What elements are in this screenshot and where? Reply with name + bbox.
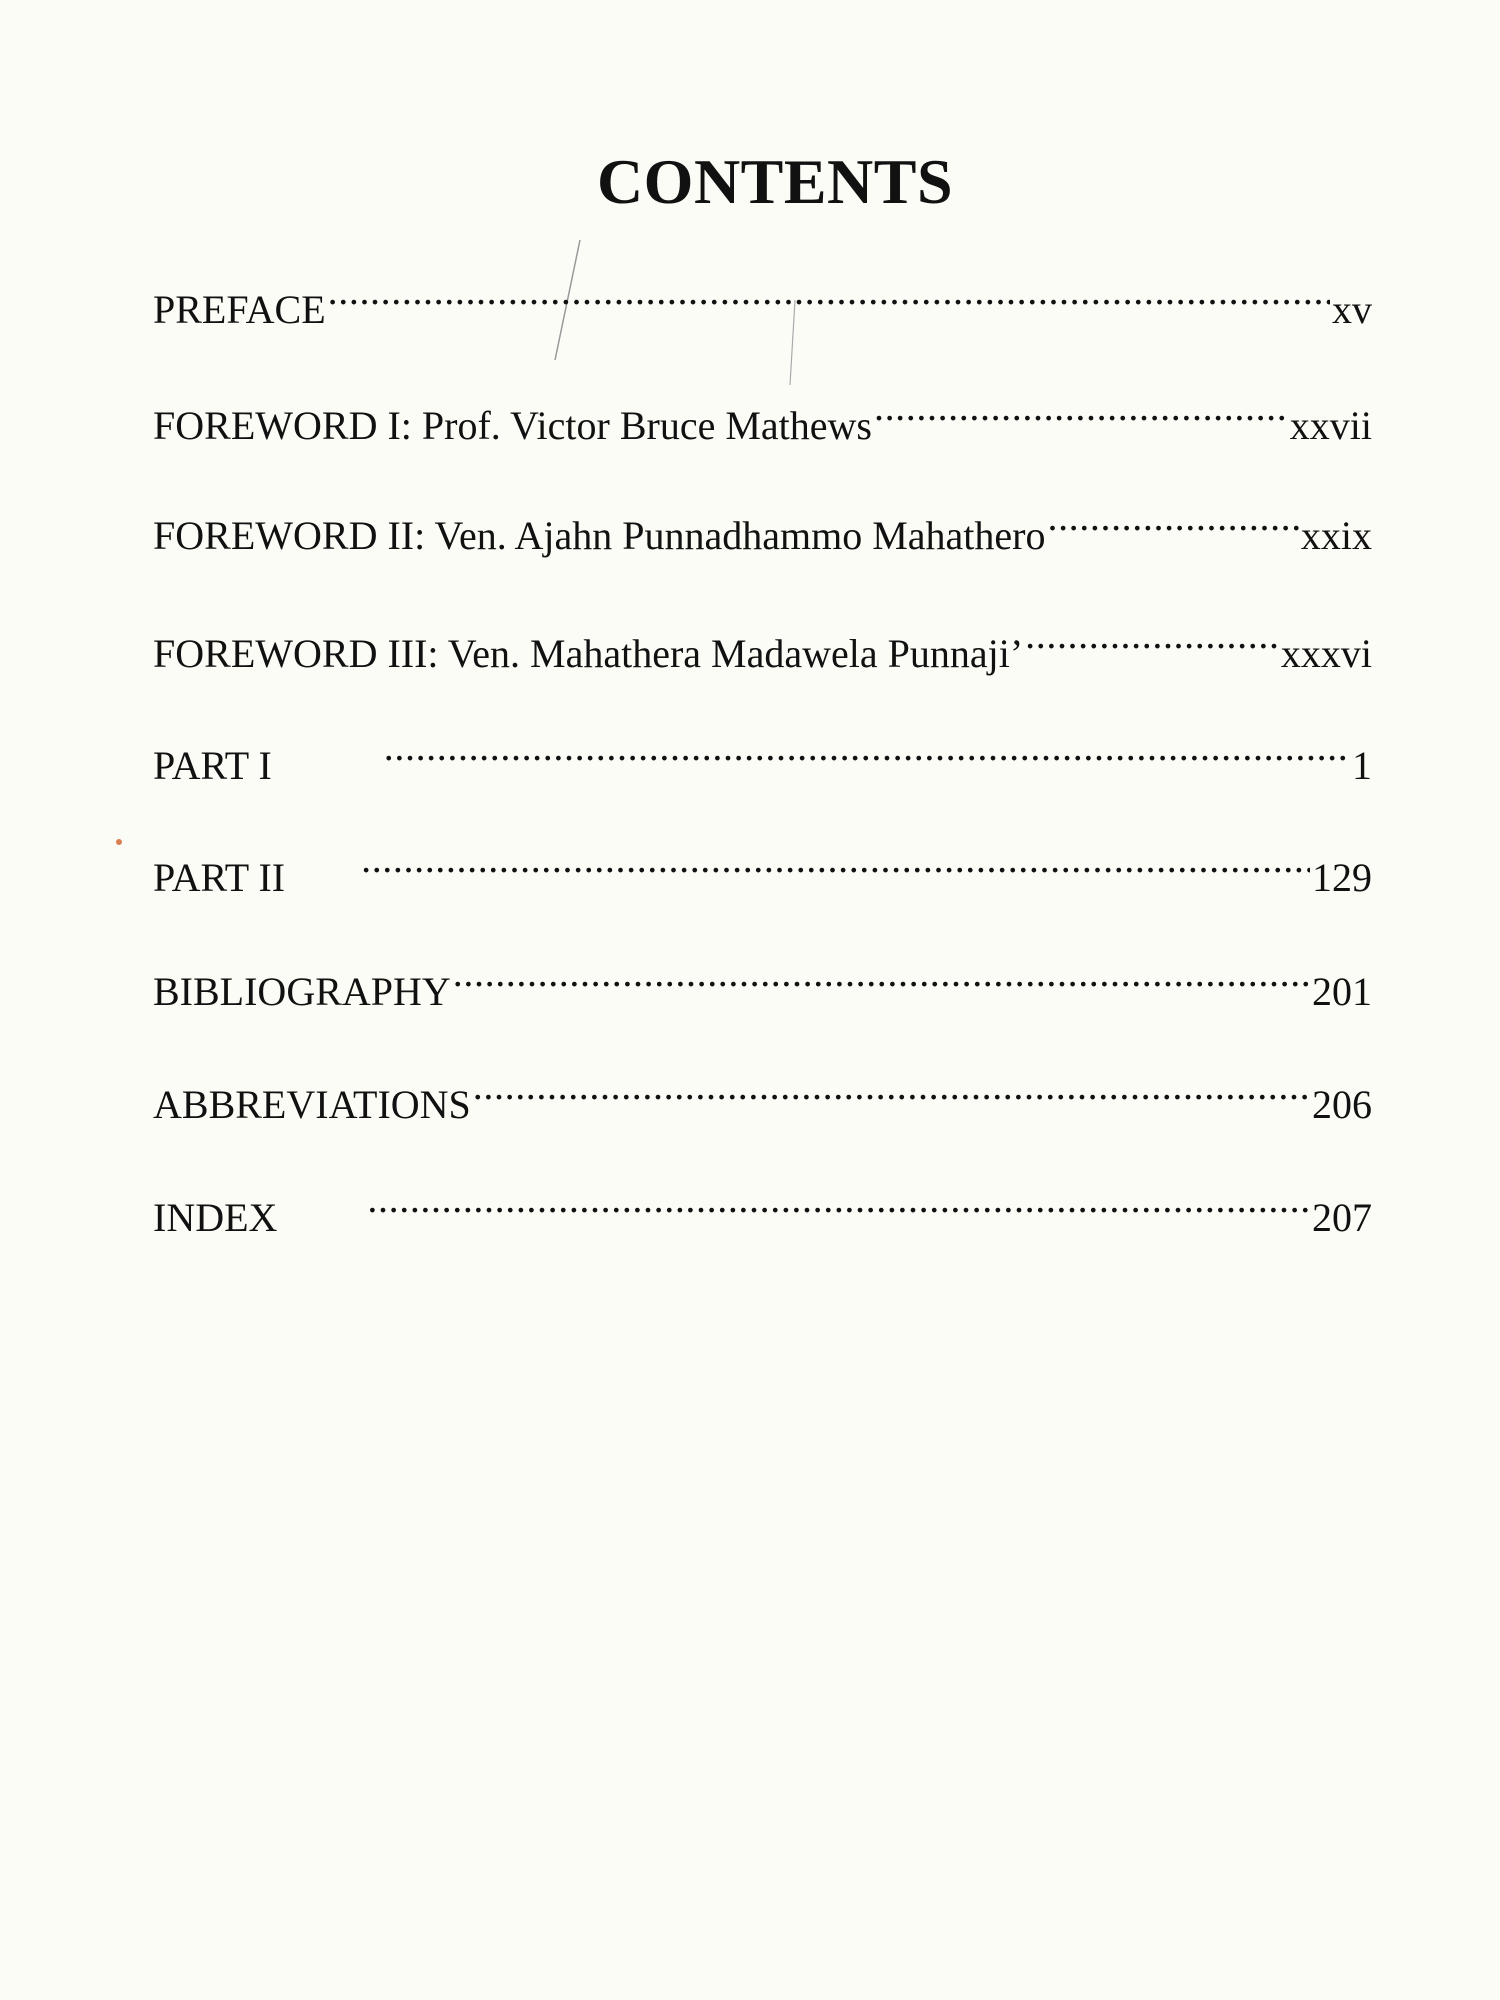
toc-entry-part-i[interactable] — [153, 723, 1372, 788]
toc-entry-label: PREFACE — [153, 287, 326, 332]
dot-leader — [326, 267, 1330, 323]
toc-entry-label: FOREWORD II: Ven. Ajahn Punnadhammo Mahathero — [153, 513, 1046, 558]
toc-entry-label: FOREWORD I: Prof. Victor Bruce Mathews — [153, 403, 872, 448]
toc-entry-bibliography[interactable] — [153, 949, 1372, 1014]
toc-entry-foreword-ii[interactable] — [153, 493, 1372, 558]
toc-entry-index[interactable] — [153, 1175, 1372, 1240]
dot-leader — [365, 1175, 1310, 1231]
dot-leader — [359, 835, 1310, 891]
toc-entry-label: BIBLIOGRAPHY — [153, 969, 451, 1014]
ink-speck — [116, 839, 122, 845]
toc-entry-page: 1 — [1352, 743, 1372, 788]
toc-entry-page: xv — [1332, 287, 1372, 332]
toc-entry-part-ii[interactable] — [153, 835, 1372, 900]
toc-entry-page: 129 — [1312, 855, 1372, 900]
toc-entry-label: PART II — [153, 855, 286, 900]
toc-entry-page: 201 — [1312, 969, 1372, 1014]
page-title: CONTENTS — [596, 146, 954, 217]
toc-entry-foreword-iii[interactable] — [153, 611, 1372, 676]
toc-entry-label: INDEX — [153, 1195, 278, 1240]
toc-entry-preface[interactable] — [153, 267, 1372, 332]
toc-entry-page: xxxvi — [1280, 631, 1372, 676]
toc-entry-foreword-i[interactable] — [153, 383, 1372, 448]
dot-leader — [872, 383, 1288, 439]
toc-entry-page: xxix — [1300, 513, 1372, 558]
dot-leader — [1045, 493, 1298, 549]
toc-entry-label: ABBREVIATIONS — [153, 1082, 471, 1127]
dot-leader — [1023, 611, 1279, 667]
toc-entry-label: FOREWORD III: Ven. Mahathera Madawela Punnaji’ — [153, 631, 1024, 676]
dot-leader — [451, 949, 1310, 1005]
toc-entry-label: PART I — [153, 743, 272, 788]
dot-leader — [382, 723, 1350, 779]
toc-entry-page: xxvii — [1289, 403, 1372, 448]
toc-entry-abbreviations[interactable] — [153, 1062, 1372, 1127]
toc-entry-page: 206 — [1312, 1082, 1372, 1127]
dot-leader — [471, 1062, 1310, 1118]
toc-entry-page: 207 — [1312, 1195, 1372, 1240]
